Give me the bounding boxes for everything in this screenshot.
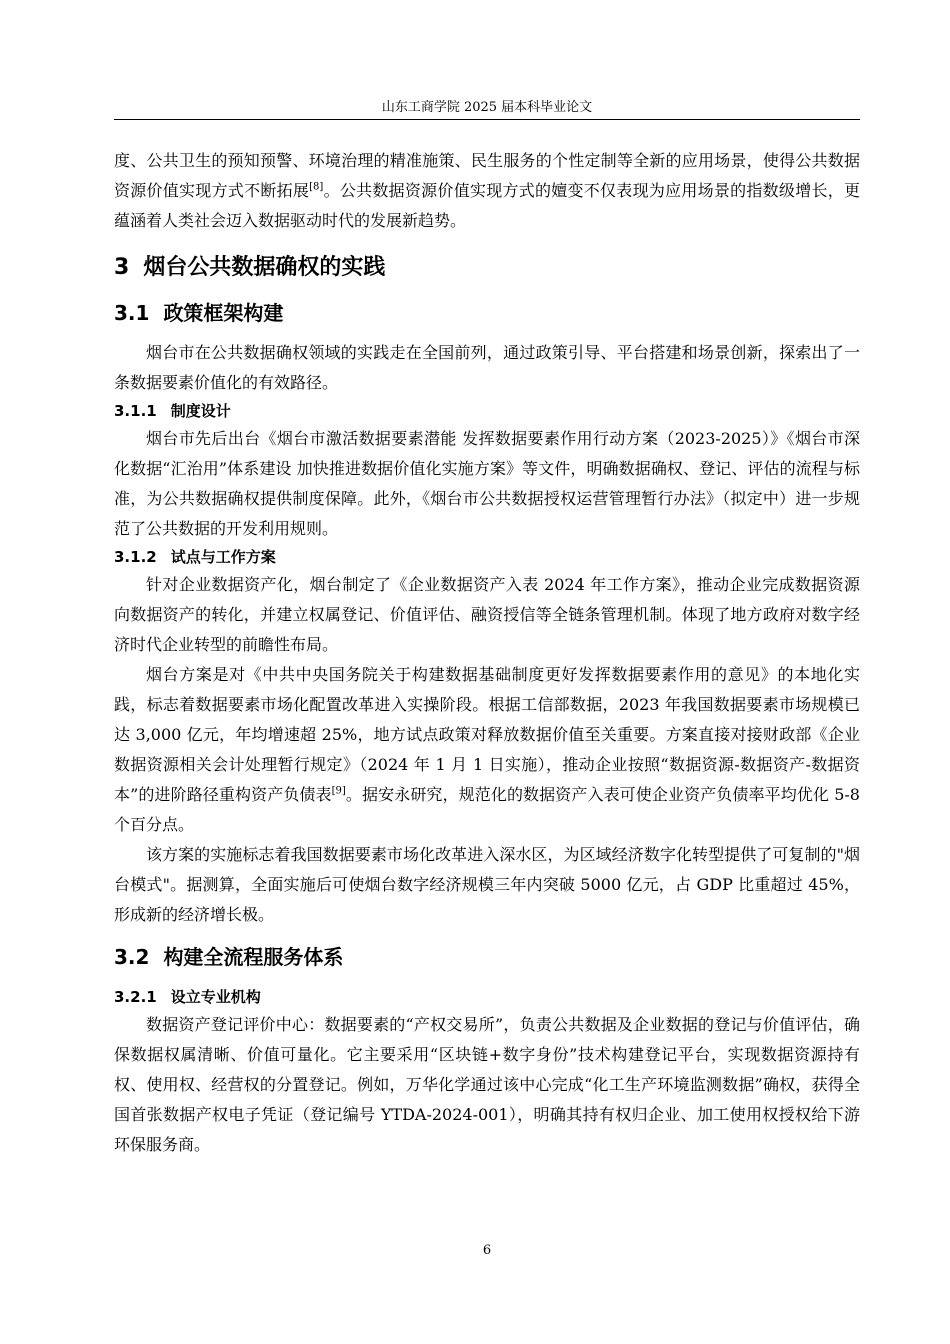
intro-text: 度、公共卫生的预知预警、环境治理的精准施策、民生服务的个性定制等全新的应用场景，使得公共数据资源价值实现方式不断拓展 xyxy=(114,151,860,200)
section-title: 构建全流程服务体系 xyxy=(163,945,344,969)
section-3-1-2-paragraph-1: 针对企业数据资产化，烟台制定了《企业数据资产入表 2024 年工作方案》，推动企业完成数据资源向数据资产的转化，并建立权属登记、价值评估、融资授信等全链条管理机制。体现了地方政府对数字经济时代企业转型的前瞻性布局。 xyxy=(114,575,860,654)
paragraph-text-after: 。据安永研究，规范化的数据资产入表可使企业资产负债率平均优化 5-8 个百分点。 xyxy=(114,785,860,834)
intro-paragraph xyxy=(114,146,860,236)
citation-ref: [8] xyxy=(309,181,324,193)
section-number: 3.2.1 xyxy=(114,988,157,1006)
section-number: 3.2 xyxy=(114,945,150,969)
section-3-2-heading xyxy=(114,942,860,972)
section-number: 3.1.1 xyxy=(114,402,157,420)
citation-ref: [9] xyxy=(331,785,346,797)
section-3-2-1-paragraph: 数据资产登记评价中心：数据要素的“产权交易所”，负责公共数据及企业数据的登记与价值评估，确保数据权属清晰、价值可量化。它主要采用“区块链+数字身份”技术构建登记平台，实现数据资源持有权、使用权、经营权的分置登记。例如，万华化学通过该中心完成“化工生产环境监测数据”确权，获得全国首张数据产权电子凭证（登记编号 YTDA-2024-001），明确其持有权归企业、加工使用权授权给下游环保服务商。 xyxy=(114,1015,860,1154)
section-3-1-paragraph: 烟台市在公共数据确权领域的实践走在全国前列，通过政策引导、平台搭建和场景创新，探索出了一条数据要素价值化的有效路径。 xyxy=(114,343,860,392)
page-number: 6 xyxy=(482,1243,492,1258)
page-content xyxy=(114,146,860,1160)
section-3-heading xyxy=(114,252,860,284)
section-title: 烟台公共数据确权的实践 xyxy=(143,255,386,280)
section-number: 3.1 xyxy=(114,301,150,325)
section-title: 制度设计 xyxy=(170,402,231,420)
section-number: 3.1.2 xyxy=(114,548,157,566)
running-header: 山东工商学院 2025 届本科毕业论文 xyxy=(381,100,593,115)
section-title: 试点与工作方案 xyxy=(170,548,276,566)
section-3-1-heading xyxy=(114,298,860,328)
section-number: 3 xyxy=(114,255,130,280)
section-title: 设立专业机构 xyxy=(170,988,261,1006)
section-title: 政策框架构建 xyxy=(163,301,284,325)
header-rule xyxy=(114,119,860,120)
section-3-1-2-paragraph-2 xyxy=(114,660,860,840)
section-3-1-1-paragraph: 烟台市先后出台《烟台市激活数据要素潜能 发挥数据要素作用行动方案（2023-2025）》《烟台市深化数据“汇治用”体系建设 加快推进数据价值化实施方案》等文件，明确数据确权、登记、评估的流程与标准，为公共数据确权提供制度保障。此外，《烟台市公共数据授权运营管理暂行办法》（拟定中）进一步规范了公共数据的开发利用规则。 xyxy=(114,429,860,538)
section-3-1-2-heading xyxy=(114,544,860,570)
paragraph-text: 烟台方案是对《中共中央国务院关于构建数据基础制度更好发挥数据要素作用的意见》的本地化实践，标志着数据要素市场化配置改革进入实操阶段。根据工信部数据，2023 年我国数据要素市场规模已达 3,000 亿元，年均增速超 25%，地方试点政策对释放数据价值至关重要。方案直接对接财政部《企业数据资源相关会计处理暂行规定》（2024 年 1 月 1 日实施），推动企业按照“数据资源-数据资产-数据资本”的进阶路径重构资产负债表 xyxy=(114,665,860,804)
intro-text-after: 。公共数据资源价值实现方式的嬗变不仅表现为应用场景的指数级增长，更蕴涵着人类社会迈入数据驱动时代的发展新趋势。 xyxy=(114,181,860,230)
section-3-1-2-paragraph-3: 该方案的实施标志着我国数据要素市场化改革进入深水区，为区域经济数字化转型提供了可复制的"烟台模式"。据测算，全面实施后可使烟台数字经济规模三年内突破 5000 亿元，占 GDP 比重超过 45%，形成新的经济增长极。 xyxy=(114,845,860,924)
section-3-1-1-heading xyxy=(114,398,860,424)
section-3-2-1-heading xyxy=(114,984,860,1010)
